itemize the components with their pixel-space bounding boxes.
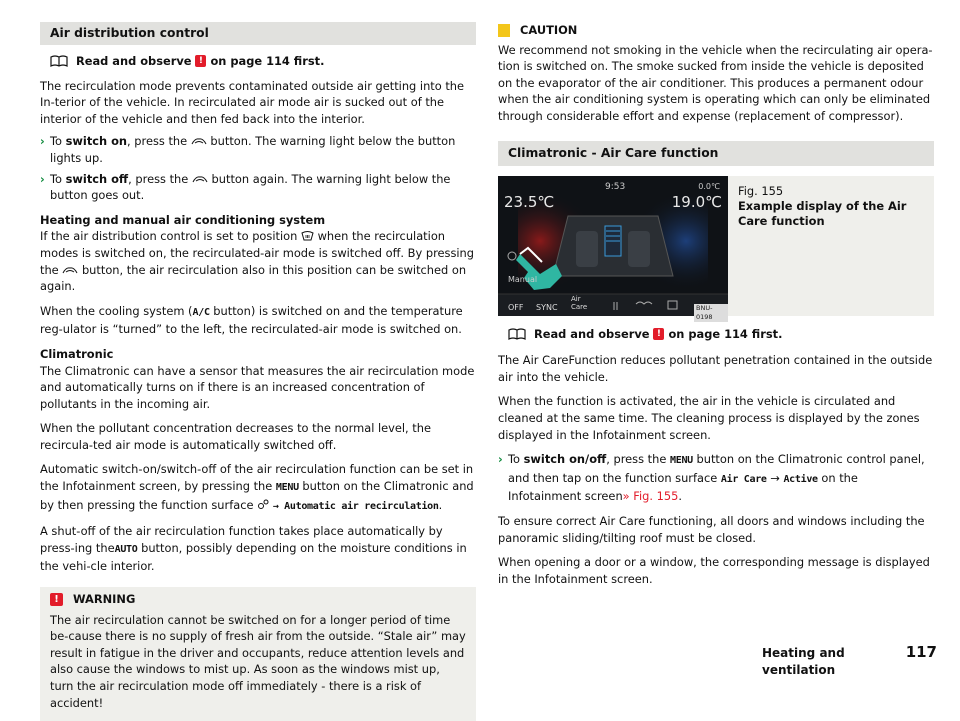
warning-title: WARNING bbox=[73, 592, 136, 607]
recirculation-icon bbox=[191, 137, 207, 146]
heating-subtitle: Heating and manual air conditioning system bbox=[40, 212, 326, 227]
screen-outside-temp: 0.0℃ bbox=[698, 181, 720, 191]
infotainment-screen-image bbox=[498, 176, 728, 321]
caution-title: CAUTION bbox=[520, 23, 578, 37]
footer-chapter: Heating and ventilation bbox=[762, 646, 845, 677]
warning-box bbox=[40, 587, 476, 721]
figure-caption bbox=[728, 176, 934, 316]
step-switch-off: › To switch off, press the button again. The warning light below the button goes out. bbox=[40, 171, 451, 203]
aircare-intro-paragraph: The Air CareFunction reduces pollutant penetration contained in the outside air into the vehicle. bbox=[498, 353, 933, 384]
screen-temp-right: 19.0℃ bbox=[671, 192, 722, 211]
screen-off-button: OFF bbox=[508, 302, 524, 312]
intro-paragraph: The recirculation mode prevents contaminated outside air getting into the In-terior of the vehicle. In recirculated air mode air is sucked out of the interior of the vehicle and then fed back into the interior. bbox=[40, 78, 465, 126]
caution-icon bbox=[498, 24, 510, 37]
auto-recirculation-paragraph: Automatic switch-on/switch-off of the air recirculation function can be set in the Infotainment screen, by pressing the MENU button on the Climatronic and by then pressing the function surface → Automatic air recirculation. bbox=[40, 462, 474, 512]
cooling-paragraph: When the cooling system (A/C button) is switched on and the temperature reg-ulator is “turned” to the left, the recirculated-air mode is switched on. bbox=[40, 303, 463, 337]
figure-ref-code: BNU-0198 bbox=[694, 304, 728, 322]
read-observe-line: Read and observe ! on page 114 first. bbox=[498, 326, 934, 343]
page-number: 117 bbox=[905, 643, 937, 661]
book-icon bbox=[508, 328, 526, 340]
read-observe-line: Read and observe ! on page 114 first. bbox=[40, 53, 476, 70]
shutoff-paragraph: A shut-off of the air recirculation function takes place automatically by press-ing theAUTO button, possibly depending on the moisture conditions in the vehi-cle interior. bbox=[40, 524, 467, 574]
page-footer bbox=[762, 644, 937, 678]
ensure-paragraph: To ensure correct Air Care functioning, all doors and windows including the panoramic sliding/tilting roof must be closed. bbox=[498, 513, 925, 545]
climatronic-paragraph: Climatronic The Climatronic can have a sensor that measures the air recirculation mode and automatically turns on if there is an increased concentration of pollutants in the incoming air. bbox=[40, 346, 475, 411]
figure-155 bbox=[498, 176, 934, 321]
active-key: Active bbox=[783, 473, 818, 485]
step-arrow-icon: › bbox=[498, 452, 503, 467]
door-message-paragraph: When opening a door or a window, the corresponding message is displayed in the Infotainment screen. bbox=[498, 555, 930, 586]
section-heading-air-distribution: Air distribution control bbox=[40, 22, 476, 45]
screen-temp-left: 23.5℃ bbox=[504, 192, 555, 211]
screen-aircare-button: Air Care bbox=[571, 294, 588, 311]
step-arrow-icon: › bbox=[40, 134, 45, 149]
windscreen-air-icon bbox=[301, 231, 314, 241]
ac-key: A/C bbox=[192, 306, 210, 318]
climatronic-subtitle: Climatronic bbox=[40, 346, 114, 361]
section-heading-air-care: Climatronic - Air Care function bbox=[498, 141, 934, 166]
figure-title: Example display of the Air Care function bbox=[738, 198, 907, 228]
book-icon bbox=[50, 55, 68, 67]
settings-icon bbox=[257, 499, 269, 510]
pollutant-paragraph: When the pollutant concentration decreases to the normal level, the recircula-ted air mode is automatically switched off. bbox=[40, 421, 431, 452]
warning-text: The air recirculation cannot be switched on for a longer period of time be-cause there is no supply of fresh air from the outside. “Stale air” may result in fatigue in the driver and occupants, reduce attention levels and also cause the windows to mist up. As soon as the windows mist up, turn the air recirculation mode off immediately - there is a risk of accident! bbox=[50, 612, 466, 710]
recirculation-icon bbox=[192, 175, 208, 184]
screen-clock: 9:53 bbox=[605, 181, 626, 192]
auto-recirculation-path: → Automatic air recirculation bbox=[272, 500, 439, 512]
screen-sync-button: SYNC bbox=[536, 302, 558, 312]
screen-mode-label: Manual bbox=[508, 274, 538, 284]
warning-ref-icon: ! bbox=[195, 55, 206, 67]
caution-text: We recommend not smoking in the vehicle when the recirculating air opera-tion is switched on. The smoke sucked from inside the vehicle is deposited on the evaporator of the air conditioner. This produces a permanent odour when the air conditioning system is operating which can only be eliminated through considerable effort and expense (replacement of compressor). bbox=[498, 42, 933, 123]
right-column bbox=[498, 22, 934, 587]
warning-icon: ! bbox=[50, 593, 63, 606]
recirculation-icon bbox=[62, 266, 78, 275]
warning-ref-icon: ! bbox=[653, 328, 664, 340]
step-arrow-icon: › bbox=[40, 171, 45, 186]
menu-key: MENU bbox=[275, 482, 299, 494]
figure-reference-link[interactable]: » Fig. 155 bbox=[622, 489, 679, 504]
menu-key: MENU bbox=[670, 455, 693, 467]
figure-number: Fig. 155 bbox=[738, 183, 784, 198]
auto-key: AUTO bbox=[114, 543, 138, 555]
left-column bbox=[40, 22, 476, 721]
step-switch-on: › To switch on, press the button. The warning light below the button lights up. bbox=[40, 134, 456, 165]
step-switch-on-off: › To switch on/off, press the MENU button on the Climatronic control panel, and then tap on the function surface Air Care → Active on the Infotainment screen» Fig. 155. bbox=[498, 452, 925, 504]
aircare-activated-paragraph: When the function is activated, the air in the vehicle is circulated and cleaned at the same time. The cleaning process is displayed by the zones displayed in the Infotainment screen. bbox=[498, 394, 920, 442]
heating-paragraph: Heating and manual air conditioning system If the air distribution control is set to position when the recirculation modes is switched on, the recirculated-air mode is switched off. By pressing the button, the air recirculation also in this position can be switched on again. bbox=[40, 212, 474, 294]
air-care-key: Air Care bbox=[720, 473, 767, 485]
